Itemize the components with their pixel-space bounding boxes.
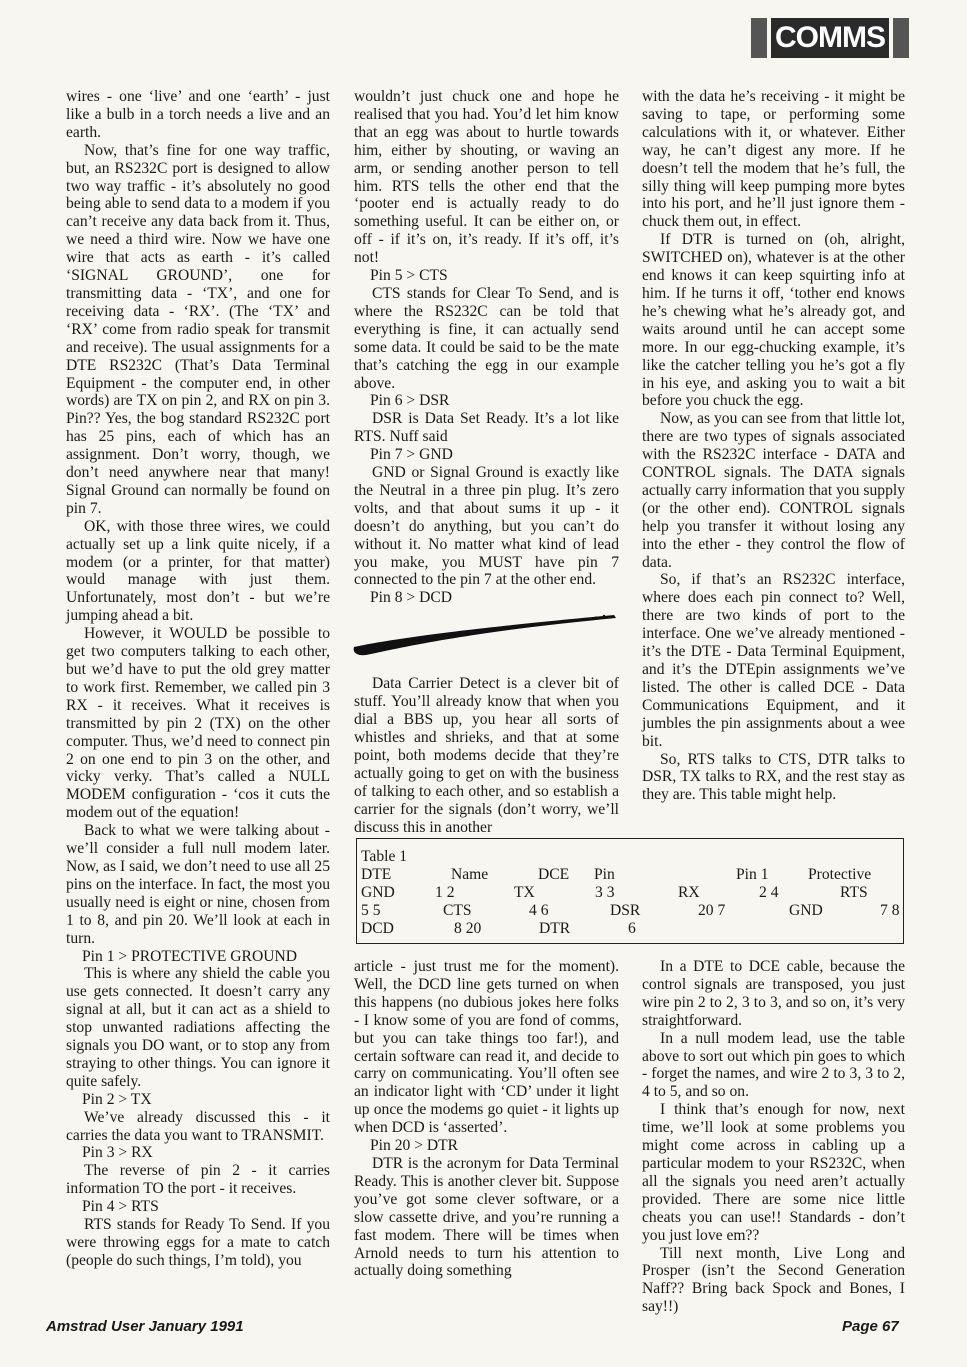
paragraph: Now, as you can see from that little lot, there are two types of signals associated with the RS232C interface - DATA and CONTROL signals. The DATA signals actually carry information that you supply (or the other end). CONTROL signals help you transfer it without losing any into the ether - they control the flow of data. (642, 410, 905, 571)
masthead-bar-left (751, 18, 767, 58)
table-cell: 6 (628, 920, 636, 937)
paragraph: So, RTS talks to CTS, DTR talks to DSR, TX talks to RX, and the rest stay as they are. This table might help. (642, 750, 905, 804)
paragraph: CTS stands for Clear To Send, and is where the RS232C can be told that everything is fine, it can actually send some data. It could be said to be the mate that’s catching the egg in our example above. (354, 284, 619, 392)
paragraph: GND or Signal Ground is exactly like the Neutral in a three pin plug. It’s zero volts, and that about sums it up - it doesn’t do anything, but you can’t do without it. No matter what kind of lead you make, you MUST have pin 7 connected to the pin 7 at the other end. (354, 464, 619, 589)
paragraph: However, it WOULD be possible to get two computers talking to each other, but we’d have to put the old grey matter to work first. Remember, we called pin 3 RX - it receives. What it receives is transmitted by pin 2 (TX) on the other computer. Thus, we’d need to connect pin 2 on one end to pin 3 on the other, and vicky verky. That’s called a NULL MODEM configuration - ‘cos it cuts the modem out of the equation! (66, 625, 330, 822)
table-cell: RX (678, 884, 700, 901)
paragraph: This is where any shield the cable you use gets connected. It doesn’t carry any signal at all, but it can act as a shield to stop unwanted radiations affecting the signals you DO want, or to stop any from straying to other things. You can ignore it quite safely. (66, 965, 330, 1090)
paragraph: I think that’s enough for now, next time, we’ll look at some problems you might come across in cabling up a particular modem to your RS232C, when all the signals you need aren’t actually provided. There are some nice little cheats you can use!! Standards - don’t you just love em?? (642, 1101, 905, 1244)
paragraph: Data Carrier Detect is a clever bit of stuff. You’ll already know that when you dial a BBS up, you hear all sorts of whistles and shrieks, and that at some point, both modems decide that they’re actually going to get on with the business of talking to each other, and so establish a carrier for the signals (don’t worry, we’ll discuss this in another (354, 675, 619, 836)
footer-publication: Amstrad User January 1991 (46, 1318, 244, 1335)
table-cell: DSR (610, 902, 641, 919)
pin-heading: Pin 5 > CTS (370, 267, 448, 285)
table-cell: DTR (539, 920, 571, 937)
table-cell: TX (514, 884, 535, 901)
article-column-2-continued (354, 958, 619, 1280)
paragraph: with the data he’s receiving - it might be saving to tape, or performing some calculations with it, or whatever. Either way, he can’t digest any more. If he doesn’t tell the modem that he’s full, the silly thing will keep pumping more bytes into his port, and he’ll just ignore them - chuck them out, in effect. (642, 88, 905, 231)
article-column-3 (642, 88, 905, 804)
pin-assignment-table (356, 838, 904, 944)
paragraph: Till next month, Live Long and Prosper (isn’t the Second Generation Naff?? Bring back Spock and Bones, I say!!) (642, 1244, 905, 1316)
section-label: COMMS (771, 18, 889, 58)
paragraph: RTS stands for Ready To Send. If you were throwing eggs for a mate to catch (people do such things, I’m told), you (66, 1216, 330, 1269)
section-masthead (751, 18, 909, 58)
masthead-bar-right (893, 18, 909, 58)
article-column-3-continued (642, 958, 905, 1316)
paragraph: In a null modem lead, use the table above to sort out which pin goes to which - forget the names, and wire 2 to 3, 3 to 2, 4 to 5, and so on. (642, 1029, 905, 1101)
pin-heading: Pin 4 > RTS (82, 1198, 159, 1216)
pin-heading: Pin 2 > TX (82, 1090, 152, 1108)
table-cell: DTE (361, 866, 392, 883)
paragraph: wouldn’t just chuck one and hope he realised that you had. You’d let him know that an egg was about to hurtle towards him, either by shouting, or waving an arm, or sending another person to tell him. RTS tells the other end that the ‘pooter end is actually ready to do something useful. It can be either on, or off - if it’s on, it’s ready. If it’s off, it’s not! (354, 88, 619, 267)
table-cell: 4 6 (529, 902, 549, 919)
article-column-1 (66, 88, 330, 1270)
paragraph: If DTR is turned on (oh, alright, SWITCHED on), whatever is at the other end knows it can keep squirting info at him. If he turns it off, ‘tother end knows he’s chewing what he’s already got, and waits around until he can accept some more. In our egg-chucking example, it’s like the catcher telling you he’s got a fly in his eye, and asking you to wait a bit before you chuck the egg. (642, 231, 905, 410)
paragraph: Now, that’s fine for one way traffic, but, an RS232C port is designed to allow two way traffic - it’s absolutely no good being able to send data to a modem if you can’t receive any data back from it. Thus, we need a third wire. Now we have one wire that acts as earth - it’s called ‘SIGNAL GROUND’, one for transmitting data - ‘TX’, and one for receiving data - ‘RX’. (The ‘TX’ and ‘RX’ come from radio speak for transmit and receive). The usual assignments for a DTE RS232C (That’s Data Terminal Equipment - the computer end, in other words) are TX on pin 2, and RX on pin 3. Pin?? Yes, the bog standard RS232C port has 25 pins, each of which has an assignment. Don’t worry, though, we don’t need anywhere near that many! Signal Ground can normally be found on pin 7. (66, 141, 330, 517)
table-cell: 3 3 (595, 884, 615, 901)
table-cell: 1 2 (435, 884, 455, 901)
table-cell: Pin 1 (736, 866, 769, 883)
table-cell: 2 4 (759, 884, 779, 901)
table-cell: 20 7 (698, 902, 726, 919)
footer-page-number: Page 67 (842, 1318, 899, 1335)
paragraph: The reverse of pin 2 - it carries information TO the port - it receives. (66, 1162, 330, 1198)
paragraph: Back to what we were talking about - we’ll consider a full null modem later. Now, as I said, we don’t need to use all 25 pins on the interface. In fact, the most you usually need is eight or nine, chosen from 1 to 8, and pin 20. We’ll look at each in turn. (66, 822, 330, 947)
table-cell: Protective (808, 866, 872, 883)
paragraph: wires - one ‘live’ and one ‘earth’ - just like a bulb in a torch needs a live and an earth. (66, 88, 330, 141)
brush-stroke-graphic (352, 609, 620, 657)
paragraph: So, if that’s an RS232C interface, where does each pin connect to? Well, there are two kinds of port to the interface. One we’ve already mentioned - it’s the DTE - Data Terminal Equipment, and it’s the DTEpin assignments we’ve listed. The other is called DCE - Data Communications Equipment, and it jumbles the pin assignments about a wee bit. (642, 571, 905, 750)
table-cell: DCD (361, 920, 394, 937)
table-cell: Name (451, 866, 489, 883)
table-cell: Pin (594, 866, 615, 883)
pin-heading: Pin 8 > DCD (370, 589, 453, 607)
table-cell: GND (789, 902, 823, 919)
table-cell: 5 5 (361, 902, 381, 919)
paragraph: DSR is Data Set Ready. It’s a lot like RTS. Nuff said (354, 410, 619, 446)
article-column-2 (354, 88, 619, 836)
pin-heading: Pin 7 > GND (370, 446, 453, 464)
table-title: Table 1 (361, 848, 408, 865)
pin-heading: Pin 6 > DSR (370, 392, 450, 410)
table-cell: 8 20 (454, 920, 482, 937)
table-cell: CTS (443, 902, 472, 919)
paragraph: OK, with those three wires, we could actually set up a link quite nicely, if a modem (or a printer, for that matter) would manage with just them. Unfortunately, most don’t - but we’re jumping ahead a bit. (66, 517, 330, 625)
paragraph: In a DTE to DCE cable, because the control signals are transposed, you just wire pin 2 to 2, 3 to 3, and so on, it’s very straightforward. (642, 958, 905, 1029)
table-cell: 7 8 (880, 902, 900, 919)
table-cell: GND (361, 884, 395, 901)
paragraph: DTR is the acronym for Data Terminal Ready. This is another clever bit. Suppose you’ve got some clever software, or a slow cassette drive, and you’re running a fast modem. There will be times when Arnold needs to turn his attention to actually doing something (354, 1154, 619, 1280)
table-cell: DCE (538, 866, 570, 883)
pin-heading: Pin 3 > RX (82, 1144, 153, 1162)
pin-heading: Pin 20 > DTR (370, 1137, 459, 1155)
paragraph: article - just trust me for the moment). Well, the DCD line gets turned on when this happens (no dubious jokes here folks - I know some of you are fond of comms, but you can take things too far!), and certain software can read it, and decide to carry on communicating. You’ll often see an indicator light with ‘CD’ under it light up once the modems go quiet - it lights up when DCD is ‘asserted’. (354, 958, 619, 1137)
pin-heading: Pin 1 > PROTECTIVE GROUND (82, 947, 297, 965)
paragraph: We’ve already discussed this - it carries the data you want to TRANSMIT. (66, 1108, 330, 1144)
table-cell: RTS (840, 884, 868, 901)
